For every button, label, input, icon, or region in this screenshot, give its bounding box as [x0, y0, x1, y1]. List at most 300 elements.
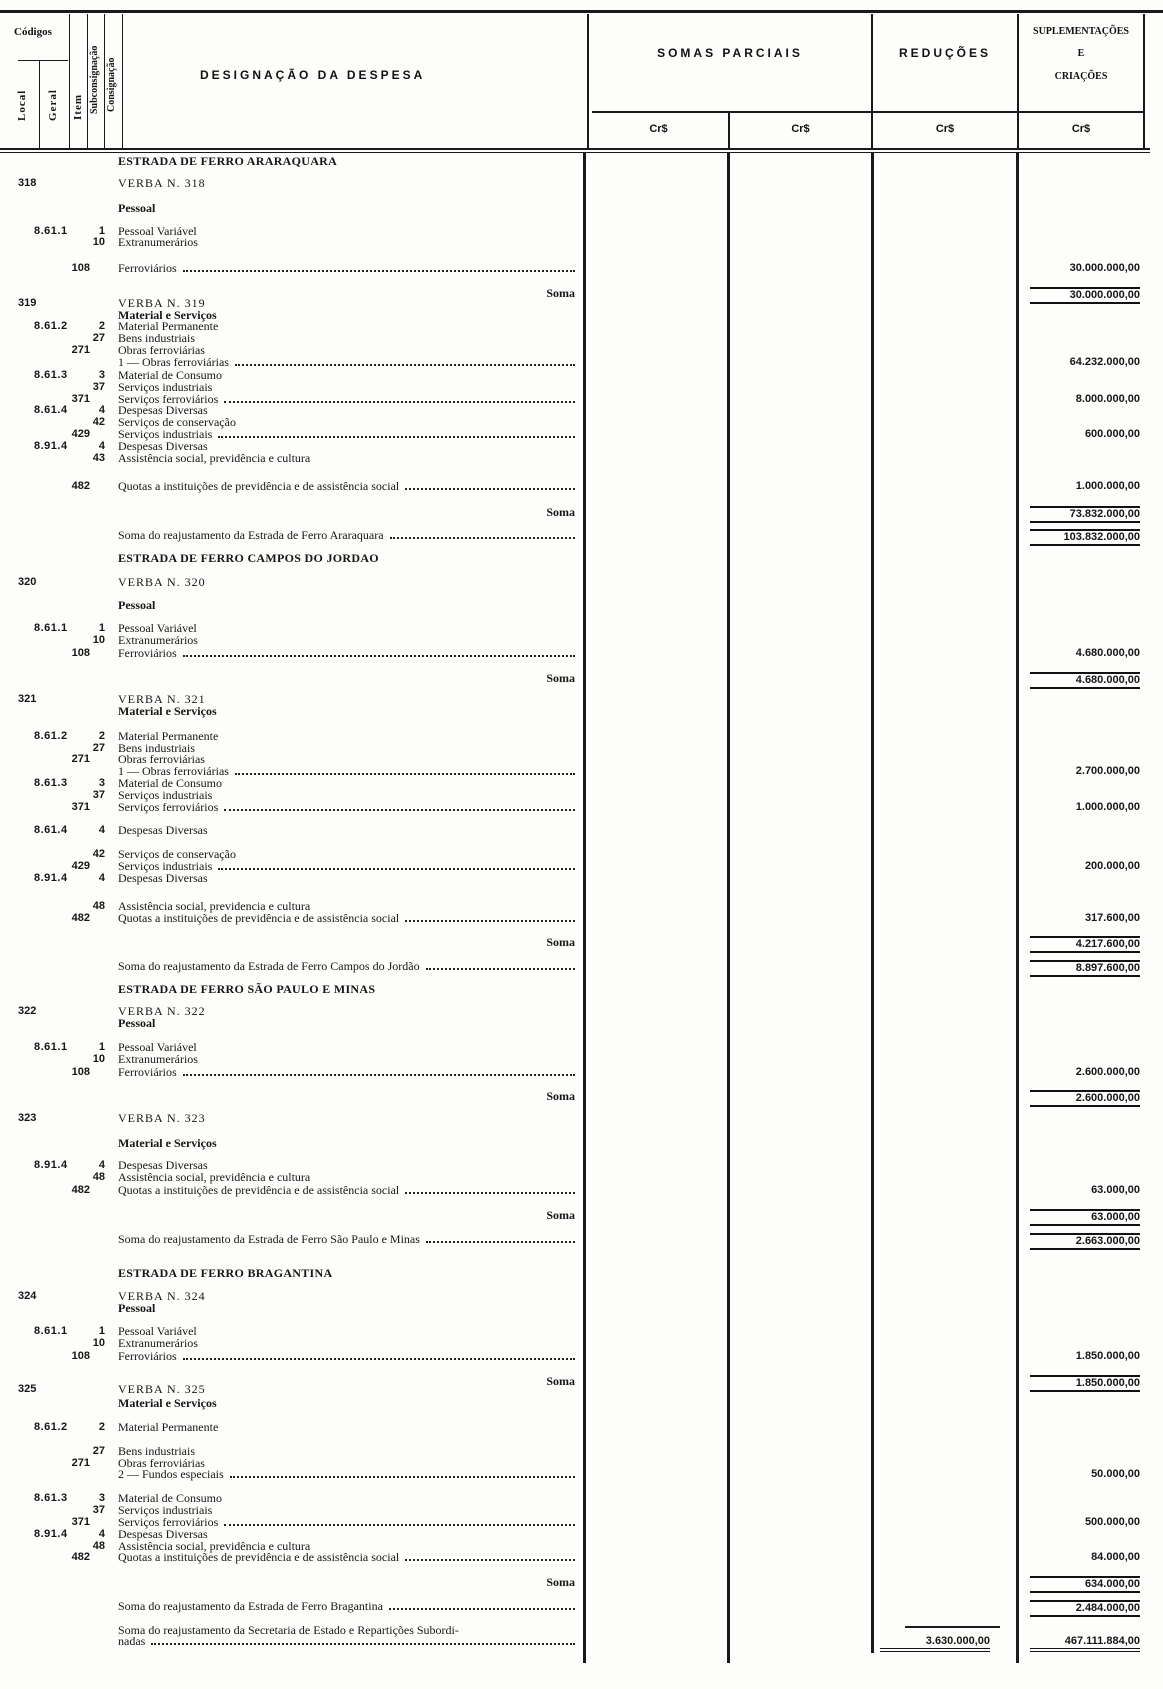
item-code: 3	[98, 369, 105, 381]
consignacao-code: 108	[71, 647, 90, 659]
header-criacoes: CRIAÇÕES	[1054, 71, 1108, 82]
designacao-text: Material e Serviços	[118, 1396, 217, 1410]
local-code: 320	[18, 576, 37, 588]
suplementacao-value: 200.000,00	[1084, 860, 1140, 872]
dot-leader	[405, 488, 575, 490]
header-consignacao: Consignação	[106, 57, 117, 113]
suplementacao-value: 103.832.000,00	[1030, 529, 1140, 546]
designacao-text: Quotas a instituições de previdência e de assistência social	[118, 479, 400, 493]
section-title-row	[0, 983, 1163, 996]
designacao-cell	[118, 647, 575, 660]
header-local: Local	[16, 89, 28, 121]
total-row	[0, 1600, 1163, 1613]
designacao-text: 1 — Obras ferroviárias	[118, 355, 229, 369]
designacao-text: Material Permanente	[118, 729, 219, 743]
currency-label: Cr$	[1071, 123, 1091, 135]
table-row	[0, 1383, 1163, 1396]
item-code: 4	[98, 404, 105, 416]
table-row	[0, 262, 1163, 275]
dot-leader	[390, 537, 575, 539]
item-code: 2	[98, 1421, 105, 1433]
total-row	[0, 960, 1163, 973]
geral-code: 8.91.4	[34, 1159, 68, 1171]
designacao-text: Material de Consumo	[118, 1491, 222, 1505]
consignacao-code: 482	[71, 480, 90, 492]
suplementacao-value: 600.000,00	[1084, 428, 1140, 440]
consignacao-code: 429	[71, 860, 90, 872]
designacao-text: Obras ferroviárias	[118, 343, 205, 357]
designacao-text: Ferroviários	[118, 1065, 177, 1079]
item-code: 4	[98, 440, 105, 452]
table-row	[0, 1350, 1163, 1363]
suplementacao-value: 8.897.600,00	[1030, 960, 1140, 977]
dot-leader	[426, 1241, 575, 1243]
designacao-cell	[118, 960, 575, 973]
designacao-cell	[118, 1053, 575, 1066]
table-row	[0, 202, 1163, 215]
designacao-cell	[118, 824, 575, 837]
designacao-text: Serviços industriais	[118, 1503, 213, 1517]
designacao-cell	[118, 202, 575, 215]
designacao-text: Serviços de conservação	[118, 847, 236, 861]
total-row	[0, 1635, 1163, 1648]
table-row	[0, 1137, 1163, 1150]
geral-code: 8.91.4	[34, 1528, 68, 1540]
section-title-row	[0, 1267, 1163, 1280]
designacao-cell	[118, 1066, 575, 1079]
item-code: 48	[92, 900, 105, 912]
table-row	[0, 1468, 1163, 1481]
designacao-cell	[118, 801, 575, 814]
designacao-cell	[118, 452, 575, 465]
geral-code: 8.61.2	[34, 1421, 68, 1433]
designacao-text: Soma	[546, 286, 575, 300]
designacao-text: Material Permanente	[118, 1420, 219, 1434]
designacao-text: nadas	[118, 1634, 146, 1648]
item-code: 10	[92, 236, 105, 248]
designacao-cell	[118, 1090, 575, 1103]
designacao-text: Pessoal	[118, 1301, 156, 1315]
suplementacao-value: 2.600.000,00	[1075, 1066, 1140, 1078]
total-row	[0, 1233, 1163, 1246]
consignacao-code: 108	[71, 1066, 90, 1078]
designacao-cell	[118, 552, 575, 565]
designacao-text: Ferroviários	[118, 1349, 177, 1363]
designacao-text: Serviços ferroviários	[118, 1515, 219, 1529]
currency-label: Cr$	[935, 123, 955, 135]
suplementacao-value: 4.680.000,00	[1075, 647, 1140, 659]
designacao-text: Soma	[546, 1374, 575, 1388]
consignacao-code: 271	[71, 753, 90, 765]
designacao-text: Material de Consumo	[118, 776, 222, 790]
designacao-text: ESTRADA DE FERRO CAMPOS DO JORDAO	[118, 551, 379, 565]
item-code: 1	[98, 225, 105, 237]
geral-code: 8.91.4	[34, 440, 68, 452]
designacao-cell	[118, 705, 575, 718]
designacao-text: VERBA N. 320	[118, 575, 206, 589]
item-code: 27	[92, 332, 105, 344]
dot-leader	[405, 1559, 575, 1561]
designacao-text: Soma do reajustamento da Estrada de Ferro Bragantina	[118, 1599, 383, 1613]
header-e: E	[1077, 48, 1085, 59]
designacao-cell	[118, 480, 575, 493]
designacao-text: Soma	[546, 505, 575, 519]
designacao-cell	[118, 1635, 575, 1648]
suplementacao-value: 30.000.000,00	[1030, 287, 1140, 304]
designacao-text: Ferroviários	[118, 261, 177, 275]
designacao-text: Serviços industriais	[118, 380, 213, 394]
consignacao-code: 271	[71, 1457, 90, 1469]
suplementacao-value: 1.850.000,00	[1075, 1350, 1140, 1362]
subtotal-row	[0, 1209, 1163, 1222]
suplementacao-value: 84.000,00	[1091, 1551, 1140, 1563]
table-row	[0, 1551, 1163, 1564]
suplementacao-value: 1.850.000,00	[1030, 1375, 1140, 1392]
designacao-cell	[118, 1337, 575, 1350]
designacao-text: Serviços industriais	[118, 788, 213, 802]
designacao-text: ESTRADA DE FERRO ARARAQUARA	[118, 154, 338, 168]
item-code: 10	[92, 634, 105, 646]
designacao-cell	[118, 155, 575, 168]
dot-leader	[235, 364, 575, 366]
table-row	[0, 1397, 1163, 1410]
suplementacao-value: 2.484.000,00	[1030, 1600, 1140, 1617]
dot-leader	[218, 436, 575, 438]
designacao-text: Quotas a instituições de previdência e de assistência social	[118, 911, 400, 925]
subtotal-row	[0, 672, 1163, 685]
suplementacao-value: 317.600,00	[1084, 912, 1140, 924]
designacao-cell	[118, 936, 575, 949]
designacao-text: Pessoal Variável	[118, 621, 197, 635]
designacao-text: Material Permanente	[118, 319, 219, 333]
dot-leader	[405, 920, 575, 922]
item-code: 4	[98, 824, 105, 836]
dot-leader	[224, 401, 575, 403]
geral-code: 8.61.1	[34, 622, 68, 634]
designacao-cell	[118, 1551, 575, 1564]
suplementacao-value: 634.000,00	[1030, 1576, 1140, 1593]
divider	[69, 14, 70, 148]
table-row	[0, 872, 1163, 885]
header-suplementacoes: SUPLEMENTAÇÕES	[1033, 26, 1129, 37]
designacao-text: Pessoal	[118, 1016, 156, 1030]
designacao-text: Extranumerários	[118, 235, 198, 249]
table-row	[0, 452, 1163, 465]
currency-rule	[592, 111, 1143, 113]
designacao-text: Soma	[546, 671, 575, 685]
consignacao-code: 371	[71, 393, 90, 405]
designacao-text: Soma do reajustamento da Estrada de Ferro São Paulo e Minas	[118, 1232, 420, 1246]
designacao-cell	[118, 983, 575, 996]
item-code: 3	[98, 1492, 105, 1504]
table-row	[0, 1066, 1163, 1079]
designacao-text: Despesas Diversas	[118, 823, 208, 837]
designacao-cell	[118, 1112, 575, 1125]
suplementacao-value: 63.000,00	[1091, 1184, 1140, 1196]
designacao-cell	[118, 1576, 575, 1589]
subtotal-row	[0, 1090, 1163, 1103]
designacao-cell	[118, 1184, 575, 1197]
geral-code: 8.91.4	[34, 872, 68, 884]
codigos-rule	[18, 60, 68, 61]
header-codigos: Códigos	[14, 26, 52, 38]
suplementacao-value: 64.232.000,00	[1069, 356, 1140, 368]
item-code: 27	[92, 742, 105, 754]
table-row	[0, 1184, 1163, 1197]
designacao-cell	[118, 1397, 575, 1410]
designacao-text: ESTRADA DE FERRO BRAGANTINA	[118, 1266, 333, 1280]
item-code: 2	[98, 320, 105, 332]
suplementacao-value: 73.832.000,00	[1030, 506, 1140, 523]
subtotal-row	[0, 506, 1163, 519]
local-code: 325	[18, 1383, 37, 1395]
table-row	[0, 1112, 1163, 1125]
consignacao-code: 482	[71, 912, 90, 924]
consignacao-code: 482	[71, 1184, 90, 1196]
header-bottom-rule-2	[0, 152, 1150, 153]
suplementacao-value: 500.000,00	[1084, 1516, 1140, 1528]
designacao-cell	[118, 1233, 575, 1246]
designacao-text: Assistência social, previdencia e cultura	[118, 899, 311, 913]
designacao-text: Soma	[546, 1089, 575, 1103]
designacao-text: Ferroviários	[118, 646, 177, 660]
designacao-text: 1 — Obras ferroviárias	[118, 764, 229, 778]
designacao-text: Material e Serviços	[118, 704, 217, 718]
designacao-cell	[118, 1421, 575, 1434]
divider	[87, 14, 88, 148]
item-code: 42	[92, 416, 105, 428]
suplementacao-value: 4.680.000,00	[1030, 672, 1140, 689]
consignacao-code: 371	[71, 1516, 90, 1528]
designacao-text: VERBA N. 323	[118, 1111, 206, 1125]
designacao-cell	[118, 1302, 575, 1315]
designacao-text: ESTRADA DE FERRO SÃO PAULO E MINAS	[118, 982, 376, 996]
header-bottom-rule	[0, 148, 1150, 150]
designacao-text: Soma do reajustamento da Estrada de Ferro Araraquara	[118, 528, 384, 542]
geral-code: 8.61.3	[34, 369, 68, 381]
designacao-text: Bens industriais	[118, 331, 195, 345]
item-code: 1	[98, 622, 105, 634]
local-code: 318	[18, 177, 37, 189]
section-title-row	[0, 155, 1163, 168]
header-subconsignacao: Subconsignação	[89, 45, 100, 115]
designacao-text: Serviços ferroviários	[118, 392, 219, 406]
item-code: 10	[92, 1337, 105, 1349]
header-designacao: DESIGNAÇÃO DA DESPESA	[200, 68, 426, 82]
designacao-text: VERBA N. 319	[118, 296, 206, 310]
dot-leader	[230, 1476, 575, 1478]
geral-code: 8.61.2	[34, 730, 68, 742]
designacao-text: Assistência social, previdência e cultura	[118, 451, 311, 465]
designacao-text: Despesas Diversas	[118, 1158, 208, 1172]
item-code: 37	[92, 381, 105, 393]
designacao-text: Despesas Diversas	[118, 1527, 208, 1541]
subtotal-row	[0, 936, 1163, 949]
dot-leader	[183, 270, 575, 272]
suplementacao-value: 2.663.000,00	[1030, 1233, 1140, 1250]
designacao-text: Material de Consumo	[118, 368, 222, 382]
rule	[905, 1626, 1000, 1628]
item-code: 4	[98, 1159, 105, 1171]
item-code: 42	[92, 848, 105, 860]
item-code: 27	[92, 1445, 105, 1457]
table-row	[0, 576, 1163, 589]
designacao-text: Material e Serviços	[118, 1136, 217, 1150]
currency-label: Cr$	[791, 123, 810, 135]
table-row	[0, 480, 1163, 493]
table-row	[0, 1302, 1163, 1315]
geral-code: 8.61.2	[34, 320, 68, 332]
designacao-text: Extranumerários	[118, 1052, 198, 1066]
geral-code: 8.61.1	[34, 225, 68, 237]
geral-code: 8.61.3	[34, 1492, 68, 1504]
header-top-rule	[0, 10, 1163, 13]
suplementacao-value: 2.700.000,00	[1075, 765, 1140, 777]
geral-code: 8.61.4	[34, 824, 68, 836]
designacao-text: Despesas Diversas	[118, 439, 208, 453]
designacao-text: Pessoal	[118, 598, 156, 612]
designacao-cell	[118, 1267, 575, 1280]
designacao-text: Soma	[546, 935, 575, 949]
designacao-text: 2 — Fundos especiais	[118, 1467, 224, 1481]
consignacao-code: 108	[71, 1350, 90, 1362]
suplementacao-value: 467.111.884,00	[1030, 1635, 1140, 1652]
consignacao-code: 271	[71, 344, 90, 356]
header-reducoes: REDUÇÕES	[898, 46, 991, 60]
item-code: 48	[92, 1540, 105, 1552]
designacao-cell	[118, 576, 575, 589]
table-row	[0, 647, 1163, 660]
designacao-text: Extranumerários	[118, 633, 198, 647]
designacao-cell	[118, 506, 575, 519]
item-code: 4	[98, 872, 105, 884]
reducao-value: 3.630.000,00	[880, 1635, 990, 1652]
designacao-text: Quotas a instituições de previdência e de assistência social	[118, 1183, 400, 1197]
designacao-text: Pessoal Variável	[118, 1324, 197, 1338]
table-row	[0, 1421, 1163, 1434]
designacao-cell	[118, 1209, 575, 1222]
table-row	[0, 824, 1163, 837]
designacao-cell	[118, 1350, 575, 1363]
dot-leader	[151, 1643, 575, 1645]
table-row	[0, 1017, 1163, 1030]
designacao-text: Pessoal Variável	[118, 224, 197, 238]
divider	[1143, 14, 1145, 148]
item-code: 37	[92, 789, 105, 801]
designacao-text: Quotas a instituições de previdência e de assistência social	[118, 1550, 400, 1564]
divider	[122, 14, 123, 148]
suplementacao-value: 30.000.000,00	[1069, 262, 1140, 274]
divider	[39, 60, 40, 148]
section-title-row	[0, 552, 1163, 565]
designacao-cell	[118, 634, 575, 647]
designacao-text: VERBA N. 325	[118, 1382, 206, 1396]
consignacao-code: 108	[71, 262, 90, 274]
designacao-cell	[118, 1468, 575, 1481]
designacao-cell	[118, 912, 575, 925]
suplementacao-value: 2.600.000,00	[1030, 1090, 1140, 1107]
suplementacao-value: 50.000,00	[1091, 1468, 1140, 1480]
designacao-text: Serviços ferroviários	[118, 800, 219, 814]
designacao-text: Material e Serviços	[118, 308, 217, 322]
designacao-cell	[118, 1383, 575, 1396]
currency-label: Cr$	[649, 123, 668, 135]
table-row	[0, 705, 1163, 718]
designacao-text: Soma	[546, 1575, 575, 1589]
designacao-cell	[118, 599, 575, 612]
designacao-cell	[118, 1600, 575, 1613]
dot-leader	[218, 868, 575, 870]
dot-leader	[183, 1358, 575, 1360]
designacao-cell	[118, 177, 575, 190]
local-code: 319	[18, 297, 37, 309]
designacao-text: Assistência social, previdência e cultura	[118, 1539, 311, 1553]
dot-leader	[426, 968, 575, 970]
item-code: 37	[92, 1504, 105, 1516]
designacao-text: Serviços industriais	[118, 859, 213, 873]
designacao-cell	[118, 236, 575, 249]
table-row	[0, 801, 1163, 814]
local-code: 321	[18, 693, 37, 705]
header-geral: Geral	[47, 89, 59, 121]
designacao-text: Despesas Diversas	[118, 871, 208, 885]
dot-leader	[389, 1608, 575, 1610]
designacao-text: Pessoal	[118, 201, 156, 215]
dot-leader	[405, 1192, 575, 1194]
header-somas-parciais: SOMAS PARCIAIS	[657, 46, 803, 60]
designacao-text: Despesas Diversas	[118, 403, 208, 417]
item-code: 2	[98, 730, 105, 742]
divider	[104, 14, 105, 148]
dot-leader	[183, 655, 575, 657]
designacao-text: Soma do reajustamento da Estrada de Ferro Campos do Jordão	[118, 959, 420, 973]
local-code: 322	[18, 1005, 37, 1017]
dot-leader	[224, 809, 575, 811]
local-code: 323	[18, 1112, 37, 1124]
item-code: 3	[98, 777, 105, 789]
geral-code: 8.61.1	[34, 1041, 68, 1053]
table-row	[0, 912, 1163, 925]
designacao-text: VERBA N. 324	[118, 1289, 206, 1303]
item-code: 1	[98, 1041, 105, 1053]
suplementacao-value: 63.000,00	[1030, 1209, 1140, 1226]
designacao-text: Obras ferroviárias	[118, 1456, 205, 1470]
designacao-cell	[118, 872, 575, 885]
item-code: 43	[92, 452, 105, 464]
total-row	[0, 529, 1163, 542]
designacao-text: Bens industriais	[118, 1444, 195, 1458]
designacao-text: VERBA N. 322	[118, 1004, 206, 1018]
suplementacao-value: 4.217.600,00	[1030, 936, 1140, 953]
consignacao-code: 371	[71, 801, 90, 813]
designacao-text: Soma	[546, 1208, 575, 1222]
item-code: 48	[92, 1171, 105, 1183]
designacao-text: VERBA N. 321	[118, 692, 206, 706]
geral-code: 8.61.1	[34, 1325, 68, 1337]
designacao-text: Serviços de conservação	[118, 415, 236, 429]
designacao-text: Extranumerários	[118, 1336, 198, 1350]
designacao-cell	[118, 1017, 575, 1030]
header-item: Item	[72, 94, 84, 121]
dot-leader	[235, 773, 575, 775]
designacao-text: Assistência social, previdência e cultura	[118, 1170, 311, 1184]
designacao-text: VERBA N. 318	[118, 176, 206, 190]
item-code: 10	[92, 1053, 105, 1065]
local-code: 324	[18, 1290, 37, 1302]
subtotal-row	[0, 1576, 1163, 1589]
designacao-cell	[118, 672, 575, 685]
designacao-cell	[118, 262, 575, 275]
